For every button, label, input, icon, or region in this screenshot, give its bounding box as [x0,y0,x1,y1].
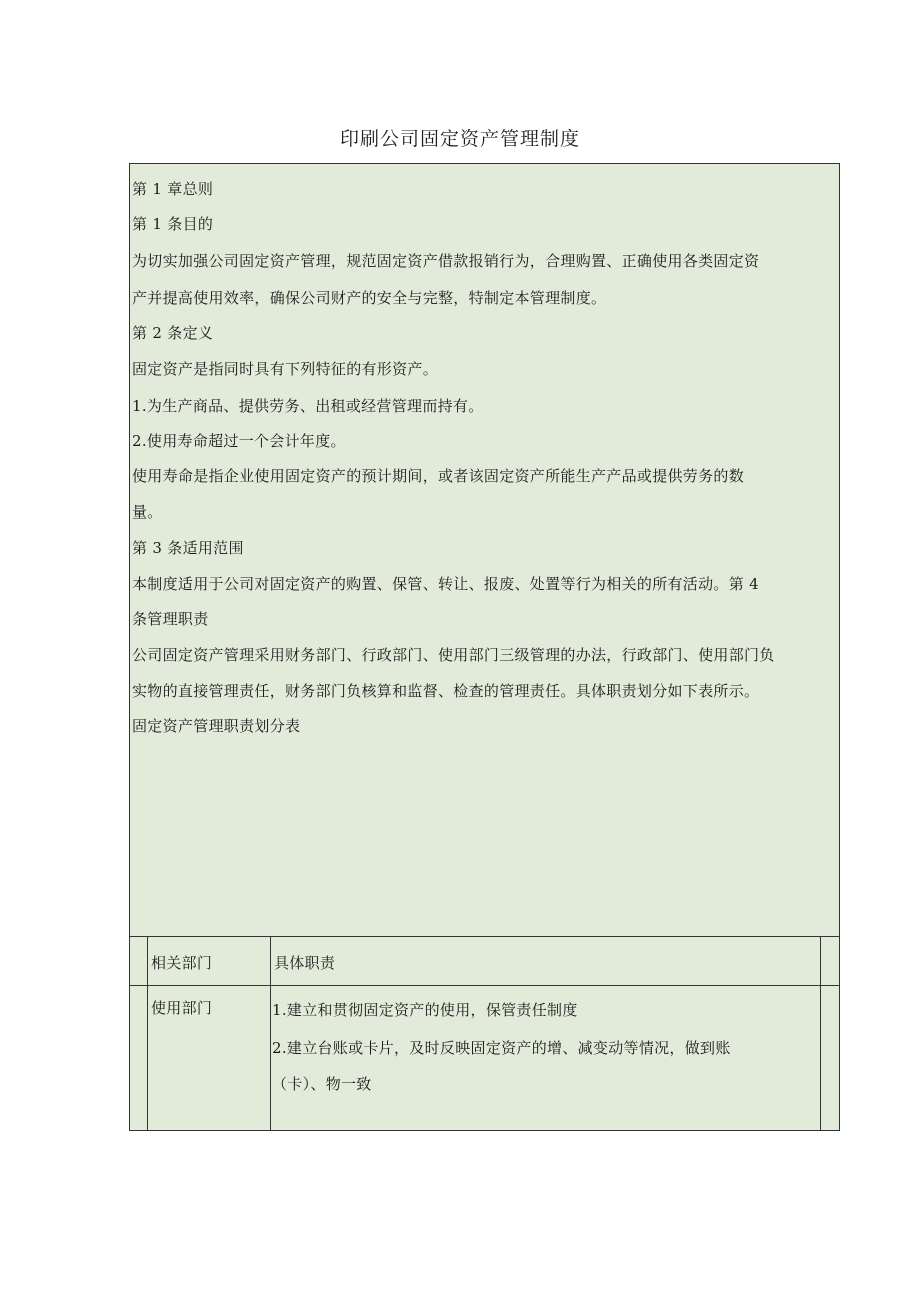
table-caption: 固定资产管理职责划分表 [132,717,301,735]
paragraph-line: 固定资产是指同时具有下列特征的有形资产。 [132,360,439,378]
article-heading: 第 3 条适用范围 [132,539,244,557]
list-item: 1.为生产商品、提供劳务、出租或经营管理而持有。 [132,397,484,415]
paragraph-line: 产并提高使用效率，确保公司财产的安全与完整，特制定本管理制度。 [132,289,607,307]
table-header-duties: 具体职责 [274,954,336,972]
table-cell-duty: 2.建立台账或卡片，及时反映固定资产的增、减变动等情况，做到账 [272,1039,731,1057]
document-title: 印刷公司固定资产管理制度 [339,128,580,150]
table-cell-duty: 1.建立和贯彻固定资产的使用，保管责任制度 [272,1001,578,1019]
paragraph-line: 量。 [132,503,163,521]
table-cell-duty: （卡）、物一致 [272,1075,372,1093]
list-item: 2.使用寿命超过一个会计年度。 [132,432,346,450]
table-cell-department: 使用部门 [151,999,213,1017]
paragraph-line: 使用寿命是指企业使用固定资产的预计期间，或者该固定资产所能生产产品或提供劳务的数 [132,467,745,485]
paragraph-line: 公司固定资产管理采用财务部门、行政部门、使用部门三级管理的办法，行政部门、使用部门负 [132,646,775,664]
article-heading: 第 2 条定义 [132,324,214,342]
table-rule [147,936,148,1131]
table-rule [270,936,271,1131]
paragraph-line: 本制度适用于公司对固定资产的购置、保管、转让、报废、处置等行为相关的所有活动。第 4 [132,575,759,593]
paragraph-line: 为切实加强公司固定资产管理，规范固定资产借款报销行为，合理购置、正确使用各类固定资 [132,252,760,270]
article-heading: 第 1 条目的 [132,215,214,233]
chapter-heading: 第 1 章总则 [132,180,214,198]
table-header-department: 相关部门 [151,954,213,972]
table-rule [130,936,839,937]
article-heading: 条管理职责 [132,610,209,628]
table-rule [820,936,821,1131]
table-rule [130,985,839,986]
paragraph-line: 实物的直接管理责任，财务部门负核算和监督、检查的管理责任。具体职责划分如下表所示。 [132,682,760,700]
